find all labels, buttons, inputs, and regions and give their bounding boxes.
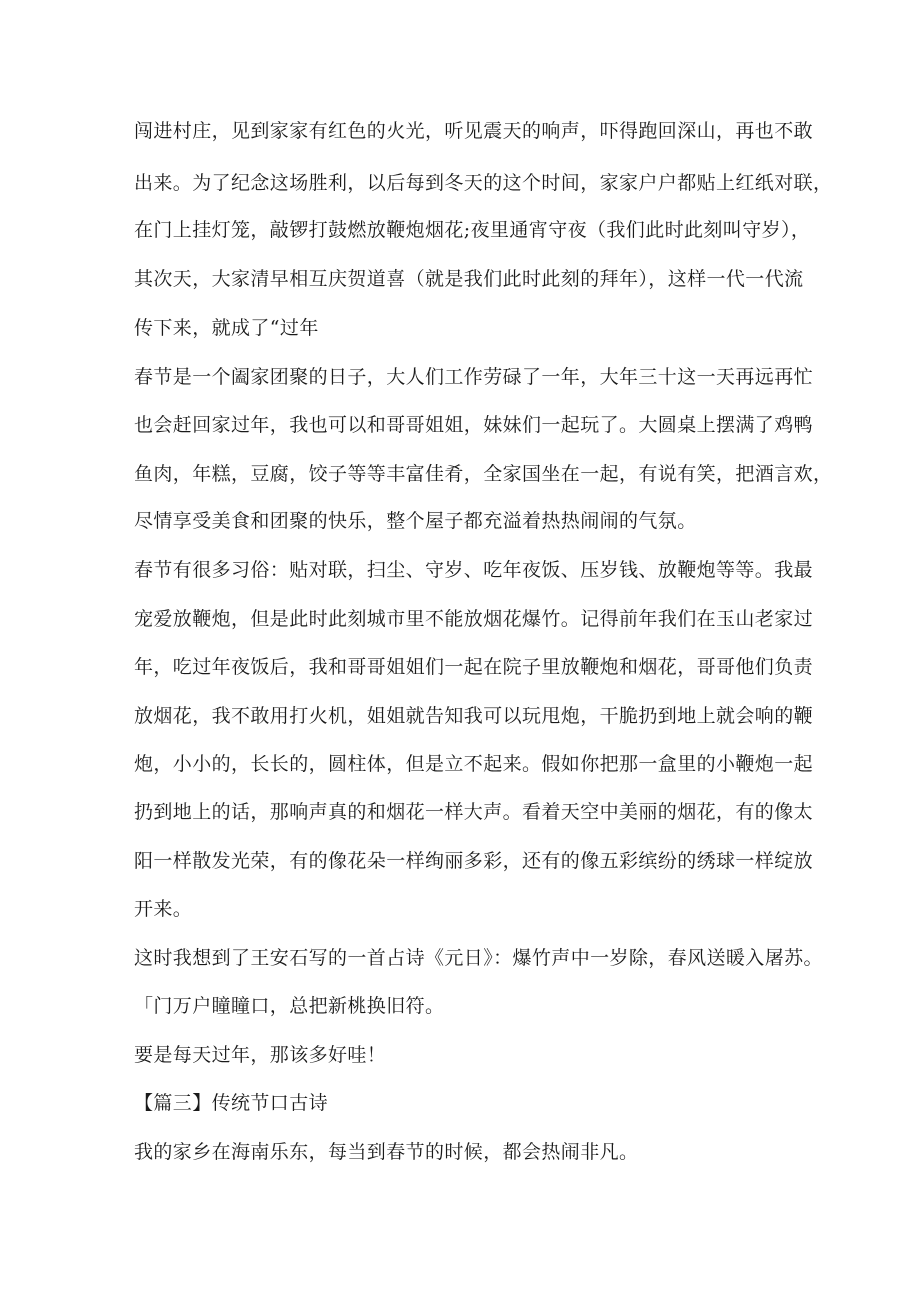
text-line: 放烟花，我不敢用打火机，姐姐就告知我可以玩甩炮，干脆扔到地上就会响的鞭 <box>134 705 814 727</box>
text-line: 要是每天过年，那该多好哇！ <box>134 1044 387 1066</box>
text-line: 春节有很多习俗：贴对联，扫尘、守岁、吃年夜饭、压岁钱、放鞭炮等等。我最 <box>134 559 814 581</box>
text-line: 也会赶回家过年，我也可以和哥哥姐姐，妹妹们一起玩了。大圆桌上摆满了鸡鸭 <box>134 414 814 436</box>
text-line: 出来。为了纪念这场胜利，以后每到冬天的这个时间，家家户户都贴上红纸对联， <box>134 172 833 194</box>
text-line: 阳一样散发光荣，有的像花朵一样绚丽多彩，还有的像五彩缤纷的绣球一样绽放 <box>134 850 814 872</box>
text-line: 扔到地上的话，那响声真的和烟花一样大声。看着天空中美丽的烟花，有的像太 <box>134 801 814 823</box>
text-line: 炮，小小的，长长的，圆柱体，但是立不起来。假如你把那一盒里的小鞭炮一起 <box>134 753 814 775</box>
text-line: 开来。 <box>134 898 193 920</box>
text-line: 宠爱放鞭炮，但是此时此刻城市里不能放烟花爆竹。记得前年我们在玉山老家过 <box>134 608 814 630</box>
text-line: 这时我想到了王安石写的一首占诗《元日》：爆竹声中一岁除，春风送暖入屠苏。 <box>134 947 823 969</box>
text-line: 我的家乡在海南乐东，每当到春节的时候，都会热闹非凡。 <box>134 1141 639 1163</box>
text-line: 其次天，大家清早相互庆贺道喜（就是我们此时此刻的拜年），这样一代一代流 <box>134 268 804 290</box>
section-heading: 【篇三】传统节口古诗 <box>134 1092 329 1114</box>
text-line: 尽情享受美食和团聚的快乐，整个屋子都充溢着热热闹闹的气氛。 <box>134 510 697 532</box>
text-line: 春节是一个阖家团聚的日子，大人们工作劳碌了一年，大年三十这一天再远再忙 <box>134 366 814 388</box>
text-line: 「门万户瞳瞳口，总把新桃换旧符。 <box>134 995 445 1017</box>
text-line: 年，吃过年夜饭后，我和哥哥姐姐们一起在院子里放鞭炮和烟花，哥哥他们负责 <box>134 656 814 678</box>
text-line: 闯进村庄，见到家家有红色的火光，听见震天的响声，吓得跑回深山，再也不敢 <box>134 120 814 142</box>
text-line: 传下来，就成了“过年 <box>134 317 319 339</box>
text-line: 在门上挂灯笼，敲锣打鼓燃放鞭炮烟花;夜里通宵守夜（我们此时此刻叫守岁）， <box>134 219 811 241</box>
text-line: 鱼肉，年糕，豆腐，饺子等等丰富佳肴，全家国坐在一起，有说有笑，把酒言欢， <box>134 463 833 485</box>
